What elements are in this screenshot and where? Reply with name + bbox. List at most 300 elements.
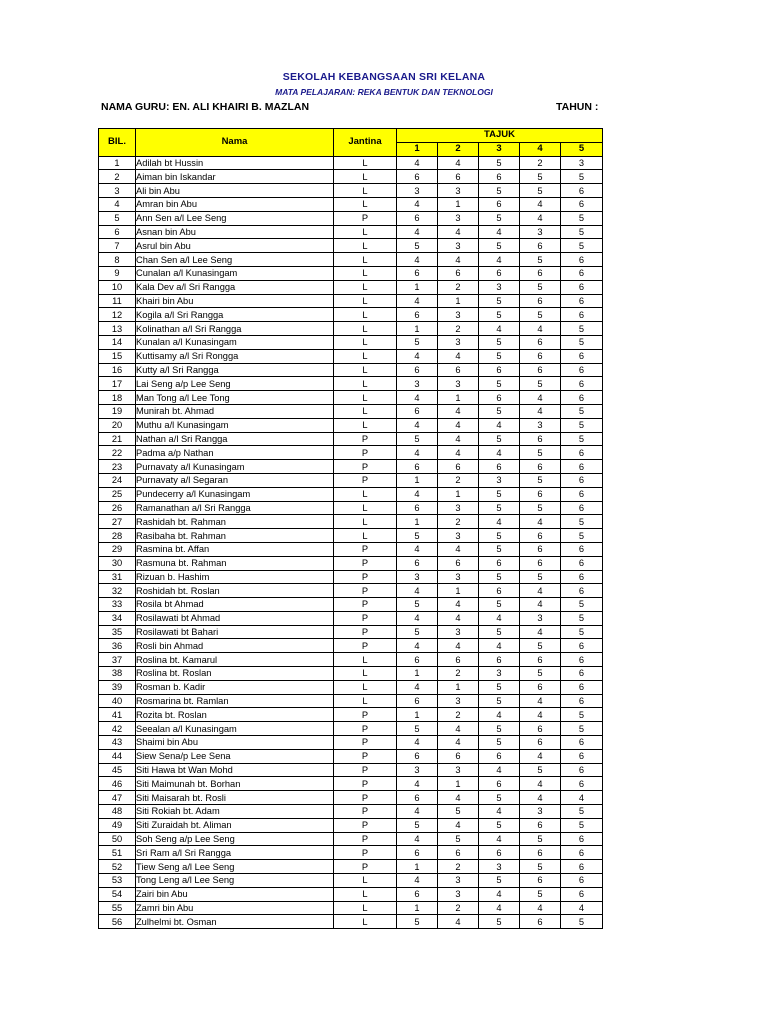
- cell-bil: 3: [99, 184, 136, 198]
- cell-jantina: L: [334, 915, 397, 929]
- cell-topic-3: 4: [479, 763, 520, 777]
- cell-jantina: L: [334, 280, 397, 294]
- cell-jantina: P: [334, 860, 397, 874]
- cell-topic-3: 5: [479, 184, 520, 198]
- cell-nama: Kunalan a/l Kunasingam: [136, 335, 334, 349]
- cell-topic-5: 6: [561, 460, 603, 474]
- cell-topic-5: 6: [561, 197, 603, 211]
- cell-nama: Ann Sen a/l Lee Seng: [136, 211, 334, 225]
- cell-topic-1: 1: [397, 515, 438, 529]
- cell-topic-4: 5: [520, 667, 561, 681]
- cell-bil: 27: [99, 515, 136, 529]
- cell-nama: Rasmuna bt. Rahman: [136, 556, 334, 570]
- cell-topic-3: 6: [479, 391, 520, 405]
- cell-jantina: L: [334, 418, 397, 432]
- cell-topic-1: 6: [397, 170, 438, 184]
- cell-jantina: L: [334, 515, 397, 529]
- table-row: [99, 722, 603, 736]
- cell-topic-2: 6: [438, 363, 479, 377]
- table-row: [99, 170, 603, 184]
- cell-jantina: L: [334, 156, 397, 170]
- cell-topic-5: 6: [561, 860, 603, 874]
- cell-nama: Cunalan a/l Kunasingam: [136, 266, 334, 280]
- cell-jantina: L: [334, 239, 397, 253]
- cell-bil: 25: [99, 487, 136, 501]
- cell-topic-3: 4: [479, 887, 520, 901]
- cell-topic-3: 5: [479, 791, 520, 805]
- cell-nama: Pundecerry a/l Kunasingam: [136, 487, 334, 501]
- cell-jantina: P: [334, 736, 397, 750]
- cell-topic-2: 4: [438, 791, 479, 805]
- cell-jantina: L: [334, 294, 397, 308]
- cell-bil: 29: [99, 542, 136, 556]
- cell-topic-4: 5: [520, 501, 561, 515]
- cell-topic-2: 4: [438, 253, 479, 267]
- cell-topic-5: 6: [561, 349, 603, 363]
- cell-topic-3: 6: [479, 460, 520, 474]
- cell-topic-5: 5: [561, 322, 603, 336]
- cell-jantina: L: [334, 197, 397, 211]
- cell-bil: 17: [99, 377, 136, 391]
- cell-bil: 8: [99, 253, 136, 267]
- cell-topic-3: 6: [479, 653, 520, 667]
- cell-nama: Rosmarina bt. Ramlan: [136, 694, 334, 708]
- cell-jantina: L: [334, 266, 397, 280]
- cell-topic-4: 6: [520, 349, 561, 363]
- header-topic-2: 2: [438, 142, 479, 156]
- table-row: [99, 211, 603, 225]
- table-row: [99, 625, 603, 639]
- cell-topic-2: 2: [438, 322, 479, 336]
- teacher-name: NAMA GURU: EN. ALI KHAIRI B. MAZLAN: [101, 101, 310, 113]
- cell-topic-2: 2: [438, 667, 479, 681]
- cell-jantina: P: [334, 763, 397, 777]
- cell-topic-1: 6: [397, 266, 438, 280]
- cell-bil: 36: [99, 639, 136, 653]
- cell-nama: Purnavaty a/l Segaran: [136, 473, 334, 487]
- cell-bil: 34: [99, 611, 136, 625]
- cell-topic-1: 4: [397, 611, 438, 625]
- cell-jantina: P: [334, 211, 397, 225]
- cell-bil: 48: [99, 805, 136, 819]
- cell-nama: Kuttisamy a/l Sri Rongga: [136, 349, 334, 363]
- cell-topic-4: 5: [520, 570, 561, 584]
- cell-jantina: L: [334, 349, 397, 363]
- cell-bil: 52: [99, 860, 136, 874]
- cell-topic-2: 2: [438, 515, 479, 529]
- cell-topic-5: 6: [561, 184, 603, 198]
- cell-bil: 16: [99, 363, 136, 377]
- cell-topic-1: 6: [397, 404, 438, 418]
- cell-topic-5: 5: [561, 211, 603, 225]
- cell-bil: 37: [99, 653, 136, 667]
- cell-bil: 12: [99, 308, 136, 322]
- cell-topic-3: 5: [479, 874, 520, 888]
- cell-topic-3: 5: [479, 818, 520, 832]
- cell-nama: Rasibaha bt. Rahman: [136, 529, 334, 543]
- cell-topic-5: 6: [561, 570, 603, 584]
- cell-topic-1: 1: [397, 860, 438, 874]
- cell-topic-4: 4: [520, 515, 561, 529]
- cell-bil: 38: [99, 667, 136, 681]
- cell-topic-1: 5: [397, 335, 438, 349]
- cell-jantina: L: [334, 404, 397, 418]
- cell-jantina: P: [334, 708, 397, 722]
- cell-nama: Amran bin Abu: [136, 197, 334, 211]
- cell-topic-2: 4: [438, 598, 479, 612]
- cell-topic-1: 4: [397, 156, 438, 170]
- table-row: [99, 446, 603, 460]
- table-row: [99, 391, 603, 405]
- cell-topic-1: 4: [397, 680, 438, 694]
- cell-topic-5: 5: [561, 170, 603, 184]
- cell-topic-2: 3: [438, 763, 479, 777]
- cell-topic-5: 6: [561, 280, 603, 294]
- cell-jantina: L: [334, 901, 397, 915]
- cell-topic-5: 6: [561, 584, 603, 598]
- cell-topic-1: 4: [397, 584, 438, 598]
- cell-topic-5: 6: [561, 874, 603, 888]
- cell-topic-3: 6: [479, 556, 520, 570]
- cell-topic-5: 5: [561, 404, 603, 418]
- header-topic-4: 4: [520, 142, 561, 156]
- cell-jantina: P: [334, 791, 397, 805]
- cell-topic-3: 5: [479, 529, 520, 543]
- cell-topic-2: 4: [438, 639, 479, 653]
- cell-topic-4: 3: [520, 805, 561, 819]
- cell-topic-2: 1: [438, 197, 479, 211]
- cell-topic-2: 2: [438, 901, 479, 915]
- cell-topic-3: 4: [479, 225, 520, 239]
- table-row: [99, 239, 603, 253]
- cell-topic-4: 6: [520, 915, 561, 929]
- cell-topic-1: 3: [397, 763, 438, 777]
- cell-topic-1: 4: [397, 391, 438, 405]
- cell-jantina: L: [334, 184, 397, 198]
- cell-topic-4: 4: [520, 584, 561, 598]
- cell-topic-3: 4: [479, 832, 520, 846]
- cell-jantina: P: [334, 542, 397, 556]
- cell-bil: 15: [99, 349, 136, 363]
- cell-nama: Siti Rokiah bt. Adam: [136, 805, 334, 819]
- table-row: [99, 611, 603, 625]
- cell-bil: 22: [99, 446, 136, 460]
- table-row: [99, 584, 603, 598]
- cell-jantina: P: [334, 625, 397, 639]
- cell-topic-2: 5: [438, 805, 479, 819]
- cell-topic-2: 3: [438, 501, 479, 515]
- cell-nama: Chan Sen a/l Lee Seng: [136, 253, 334, 267]
- cell-nama: Ramanathan a/l Sri Rangga: [136, 501, 334, 515]
- cell-topic-5: 5: [561, 225, 603, 239]
- cell-topic-1: 4: [397, 253, 438, 267]
- cell-topic-2: 3: [438, 184, 479, 198]
- cell-topic-1: 1: [397, 322, 438, 336]
- cell-topic-2: 6: [438, 653, 479, 667]
- cell-topic-4: 4: [520, 197, 561, 211]
- cell-topic-4: 6: [520, 556, 561, 570]
- cell-topic-1: 4: [397, 542, 438, 556]
- cell-bil: 5: [99, 211, 136, 225]
- cell-topic-2: 4: [438, 611, 479, 625]
- table-row: [99, 915, 603, 929]
- table-row: [99, 639, 603, 653]
- cell-topic-1: 6: [397, 653, 438, 667]
- cell-topic-3: 6: [479, 777, 520, 791]
- cell-jantina: P: [334, 749, 397, 763]
- table-row: [99, 280, 603, 294]
- cell-topic-1: 3: [397, 570, 438, 584]
- cell-topic-3: 4: [479, 611, 520, 625]
- cell-topic-1: 4: [397, 197, 438, 211]
- cell-topic-3: 4: [479, 805, 520, 819]
- cell-topic-3: 5: [479, 722, 520, 736]
- cell-topic-2: 4: [438, 818, 479, 832]
- cell-bil: 2: [99, 170, 136, 184]
- cell-bil: 32: [99, 584, 136, 598]
- cell-topic-4: 3: [520, 418, 561, 432]
- cell-jantina: L: [334, 694, 397, 708]
- cell-nama: Purnavaty a/l Kunasingam: [136, 460, 334, 474]
- cell-bil: 30: [99, 556, 136, 570]
- table-row: [99, 818, 603, 832]
- table-row: [99, 253, 603, 267]
- table-row: [99, 805, 603, 819]
- cell-jantina: L: [334, 363, 397, 377]
- cell-nama: Zamri bin Abu: [136, 901, 334, 915]
- cell-topic-4: 6: [520, 239, 561, 253]
- cell-nama: Asrul bin Abu: [136, 239, 334, 253]
- cell-jantina: L: [334, 170, 397, 184]
- cell-nama: Ali bin Abu: [136, 184, 334, 198]
- cell-jantina: P: [334, 584, 397, 598]
- cell-topic-5: 6: [561, 667, 603, 681]
- cell-nama: Muthu a/l Kunasingam: [136, 418, 334, 432]
- cell-topic-4: 6: [520, 294, 561, 308]
- cell-topic-1: 5: [397, 722, 438, 736]
- cell-jantina: L: [334, 874, 397, 888]
- cell-jantina: P: [334, 832, 397, 846]
- cell-jantina: L: [334, 377, 397, 391]
- cell-jantina: P: [334, 611, 397, 625]
- cell-topic-5: 6: [561, 694, 603, 708]
- cell-jantina: P: [334, 473, 397, 487]
- cell-topic-4: 5: [520, 184, 561, 198]
- table-row: [99, 501, 603, 515]
- cell-bil: 1: [99, 156, 136, 170]
- cell-nama: Rizuan b. Hashim: [136, 570, 334, 584]
- header-nama: Nama: [136, 129, 334, 157]
- cell-topic-1: 4: [397, 832, 438, 846]
- cell-topic-4: 6: [520, 335, 561, 349]
- cell-topic-4: 6: [520, 363, 561, 377]
- cell-topic-3: 5: [479, 349, 520, 363]
- cell-jantina: L: [334, 335, 397, 349]
- cell-topic-2: 4: [438, 446, 479, 460]
- cell-topic-3: 5: [479, 570, 520, 584]
- cell-topic-2: 2: [438, 708, 479, 722]
- cell-topic-4: 2: [520, 156, 561, 170]
- cell-topic-3: 3: [479, 667, 520, 681]
- cell-jantina: P: [334, 846, 397, 860]
- table-row: [99, 556, 603, 570]
- table-row: [99, 225, 603, 239]
- cell-bil: 43: [99, 736, 136, 750]
- cell-topic-1: 4: [397, 446, 438, 460]
- cell-topic-5: 6: [561, 501, 603, 515]
- cell-nama: Roslina bt. Roslan: [136, 667, 334, 681]
- cell-jantina: P: [334, 805, 397, 819]
- cell-topic-4: 6: [520, 722, 561, 736]
- cell-topic-5: 6: [561, 736, 603, 750]
- cell-topic-1: 6: [397, 363, 438, 377]
- cell-topic-2: 1: [438, 294, 479, 308]
- cell-topic-3: 5: [479, 680, 520, 694]
- cell-topic-2: 3: [438, 887, 479, 901]
- cell-topic-2: 3: [438, 335, 479, 349]
- table-row: [99, 529, 603, 543]
- cell-nama: Zulhelmi bt. Osman: [136, 915, 334, 929]
- cell-nama: Aiman bin Iskandar: [136, 170, 334, 184]
- cell-topic-5: 6: [561, 266, 603, 280]
- year-label: TAHUN :: [556, 101, 599, 113]
- cell-topic-1: 6: [397, 460, 438, 474]
- cell-topic-5: 6: [561, 777, 603, 791]
- cell-topic-5: 5: [561, 722, 603, 736]
- cell-jantina: L: [334, 887, 397, 901]
- cell-bil: 6: [99, 225, 136, 239]
- cell-bil: 56: [99, 915, 136, 929]
- cell-jantina: L: [334, 653, 397, 667]
- cell-bil: 41: [99, 708, 136, 722]
- cell-nama: Kala Dev a/l Sri Rangga: [136, 280, 334, 294]
- cell-topic-1: 4: [397, 736, 438, 750]
- cell-topic-4: 5: [520, 308, 561, 322]
- cell-nama: Seealan a/l Kunasingam: [136, 722, 334, 736]
- cell-topic-5: 5: [561, 515, 603, 529]
- cell-jantina: P: [334, 432, 397, 446]
- cell-topic-4: 6: [520, 432, 561, 446]
- cell-bil: 45: [99, 763, 136, 777]
- table-row: [99, 860, 603, 874]
- table-row: [99, 460, 603, 474]
- cell-topic-1: 4: [397, 874, 438, 888]
- cell-jantina: P: [334, 556, 397, 570]
- cell-topic-1: 4: [397, 777, 438, 791]
- cell-nama: Rosman b. Kadir: [136, 680, 334, 694]
- cell-topic-5: 6: [561, 294, 603, 308]
- subject-title: MATA PELAJARAN: REKA BENTUK DAN TEKNOLOGI: [275, 87, 493, 97]
- cell-topic-4: 6: [520, 542, 561, 556]
- cell-topic-5: 5: [561, 805, 603, 819]
- cell-topic-1: 4: [397, 225, 438, 239]
- table-row: [99, 901, 603, 915]
- cell-topic-1: 6: [397, 749, 438, 763]
- cell-jantina: P: [334, 777, 397, 791]
- cell-nama: Siew Sena/p Lee Sena: [136, 749, 334, 763]
- cell-topic-1: 6: [397, 694, 438, 708]
- cell-bil: 26: [99, 501, 136, 515]
- cell-bil: 54: [99, 887, 136, 901]
- cell-topic-1: 6: [397, 556, 438, 570]
- cell-topic-2: 6: [438, 556, 479, 570]
- cell-topic-2: 3: [438, 529, 479, 543]
- cell-bil: 33: [99, 598, 136, 612]
- cell-topic-1: 6: [397, 846, 438, 860]
- cell-topic-3: 5: [479, 736, 520, 750]
- header-tajuk: TAJUK: [397, 129, 603, 143]
- cell-bil: 55: [99, 901, 136, 915]
- cell-topic-5: 6: [561, 832, 603, 846]
- cell-topic-3: 5: [479, 694, 520, 708]
- cell-nama: Rashidah bt. Rahman: [136, 515, 334, 529]
- cell-nama: Roshidah bt. Roslan: [136, 584, 334, 598]
- cell-bil: 9: [99, 266, 136, 280]
- cell-bil: 49: [99, 818, 136, 832]
- cell-topic-5: 4: [561, 901, 603, 915]
- cell-topic-4: 5: [520, 887, 561, 901]
- table-row: [99, 846, 603, 860]
- cell-bil: 14: [99, 335, 136, 349]
- cell-topic-1: 5: [397, 818, 438, 832]
- cell-topic-3: 5: [479, 598, 520, 612]
- cell-nama: Siti Zuraidah bt. Aliman: [136, 818, 334, 832]
- cell-nama: Nathan a/l Sri Rangga: [136, 432, 334, 446]
- cell-topic-2: 3: [438, 211, 479, 225]
- cell-nama: Kutty a/l Sri Rangga: [136, 363, 334, 377]
- cell-topic-1: 1: [397, 473, 438, 487]
- cell-topic-5: 5: [561, 915, 603, 929]
- cell-topic-4: 6: [520, 529, 561, 543]
- cell-bil: 47: [99, 791, 136, 805]
- cell-topic-5: 6: [561, 473, 603, 487]
- cell-nama: Rosilawati bt Bahari: [136, 625, 334, 639]
- cell-topic-1: 6: [397, 501, 438, 515]
- cell-nama: Khairi bin Abu: [136, 294, 334, 308]
- cell-bil: 7: [99, 239, 136, 253]
- cell-bil: 11: [99, 294, 136, 308]
- table-row: [99, 473, 603, 487]
- table-row: [99, 570, 603, 584]
- cell-topic-5: 6: [561, 887, 603, 901]
- cell-topic-2: 4: [438, 225, 479, 239]
- cell-topic-4: 4: [520, 211, 561, 225]
- cell-topic-2: 4: [438, 736, 479, 750]
- cell-nama: Soh Seng a/p Lee Seng: [136, 832, 334, 846]
- table-row: [99, 363, 603, 377]
- cell-jantina: P: [334, 818, 397, 832]
- cell-topic-3: 6: [479, 266, 520, 280]
- table-row: [99, 418, 603, 432]
- cell-topic-2: 1: [438, 487, 479, 501]
- cell-topic-1: 1: [397, 708, 438, 722]
- cell-jantina: P: [334, 722, 397, 736]
- cell-nama: Rosila bt Ahmad: [136, 598, 334, 612]
- cell-topic-2: 4: [438, 404, 479, 418]
- table-row: [99, 515, 603, 529]
- cell-topic-2: 3: [438, 570, 479, 584]
- cell-topic-3: 6: [479, 749, 520, 763]
- table-row: [99, 184, 603, 198]
- cell-bil: 35: [99, 625, 136, 639]
- cell-topic-1: 5: [397, 529, 438, 543]
- cell-topic-5: 6: [561, 487, 603, 501]
- cell-topic-3: 3: [479, 473, 520, 487]
- cell-jantina: P: [334, 639, 397, 653]
- cell-topic-4: 5: [520, 280, 561, 294]
- cell-topic-2: 3: [438, 625, 479, 639]
- cell-topic-1: 4: [397, 639, 438, 653]
